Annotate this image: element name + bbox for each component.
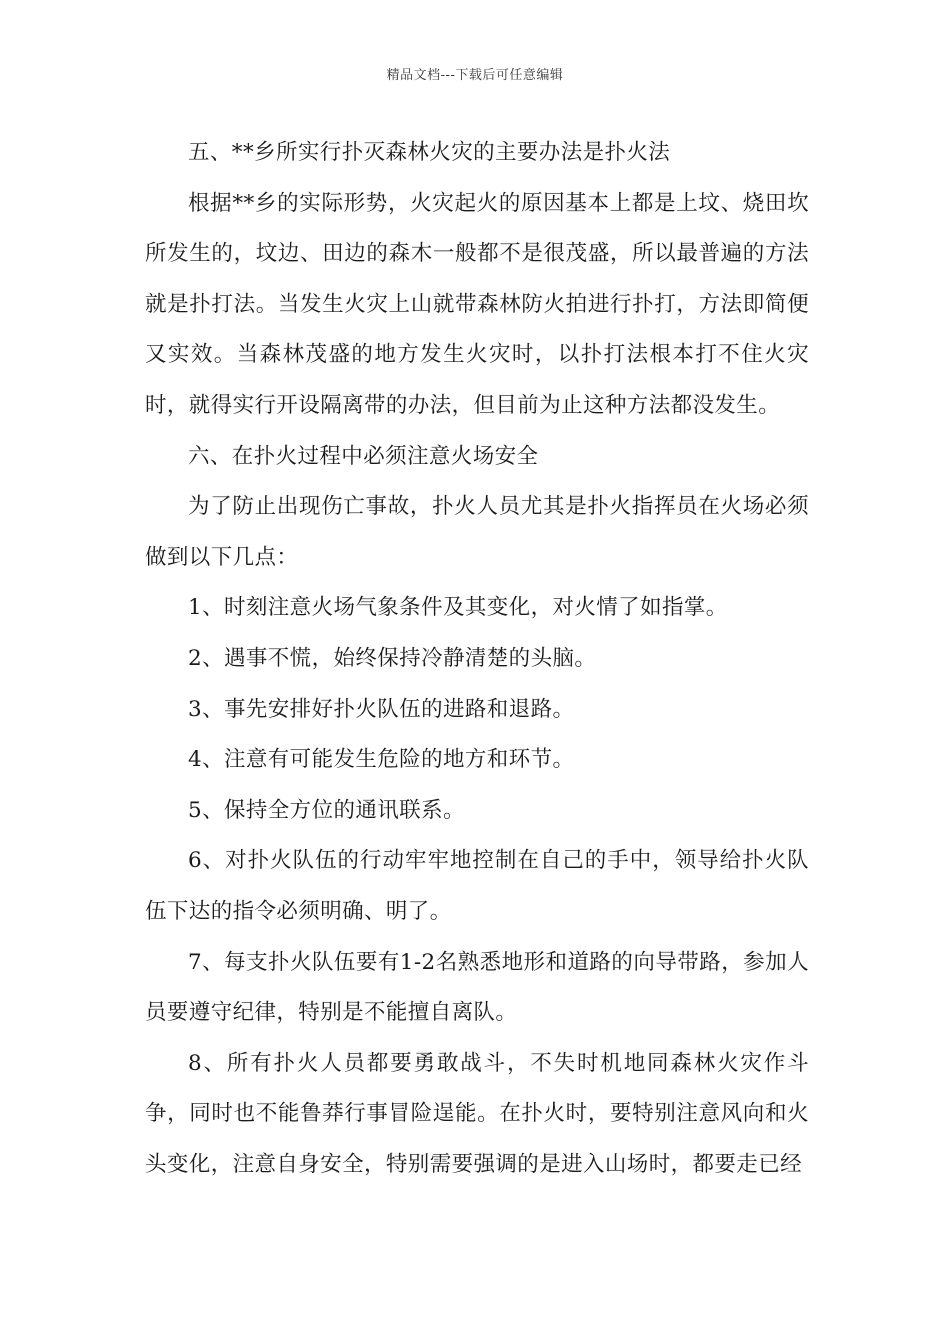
- list-item-6: 6、对扑火队伍的行动牢牢地控制在自己的手中，领导给扑火队伍下达的指令必须明确、明了。: [145, 848, 809, 924]
- paragraph-safety-intro: 为了防止出现伤亡事故，扑火人员尤其是扑火指挥员在火场必须做到以下几点：: [145, 494, 809, 570]
- list-item-3: 3、事先安排好扑火队伍的进路和退路。: [188, 696, 575, 722]
- list-item-4: 4、注意有可能发生危险的地方和环节。: [188, 747, 575, 773]
- list-item-2: 2、遇事不慌，始终保持冷静清楚的头脑。: [188, 645, 597, 671]
- section-heading-6: 六、在扑火过程中必须注意火场安全: [188, 443, 539, 469]
- paragraph-fire-method: 根据**乡的实际形势，火灾起火的原因基本上都是上坟、烧田坎所发生的，坟边、田边的森木一般都不是很茂盛，所以最普遍的方法就是扑打法。当发生火灾上山就带森林防火拍进行扑打，方法即简便又实效。当森林茂盛的地方发生火灾时，以扑打法根本打不住火灾时，就得实行开设隔离带的办法，但目前为止这种方法都没发生。: [145, 190, 809, 418]
- list-item-7: 7、每支扑火队伍要有1-2名熟悉地形和道路的向导带路，参加人员要遵守纪律，特别是不能擅自离队。: [145, 949, 809, 1026]
- list-item-5: 5、保持全方位的通讯联系。: [188, 797, 465, 823]
- list-item-1: 1、时刻注意火场气象条件及其变化，对火情了如指掌。: [188, 595, 728, 621]
- document-body: [145, 128, 809, 1190]
- section-heading-5: 五、**乡所实行扑灭森林火灾的主要办法是扑火法: [188, 140, 671, 165]
- list-item-8: 8、所有扑火人员都要勇敢战斗，不失时机地同森林火灾作斗争，同时也不能鲁莽行事冒险逞能。在扑火时，要特别注意风向和火头变化，注意自身安全，特别需要强调的是进入山场时，都要走已经: [145, 1050, 809, 1177]
- page-header: 精品文档---下载后可任意编辑: [386, 68, 564, 83]
